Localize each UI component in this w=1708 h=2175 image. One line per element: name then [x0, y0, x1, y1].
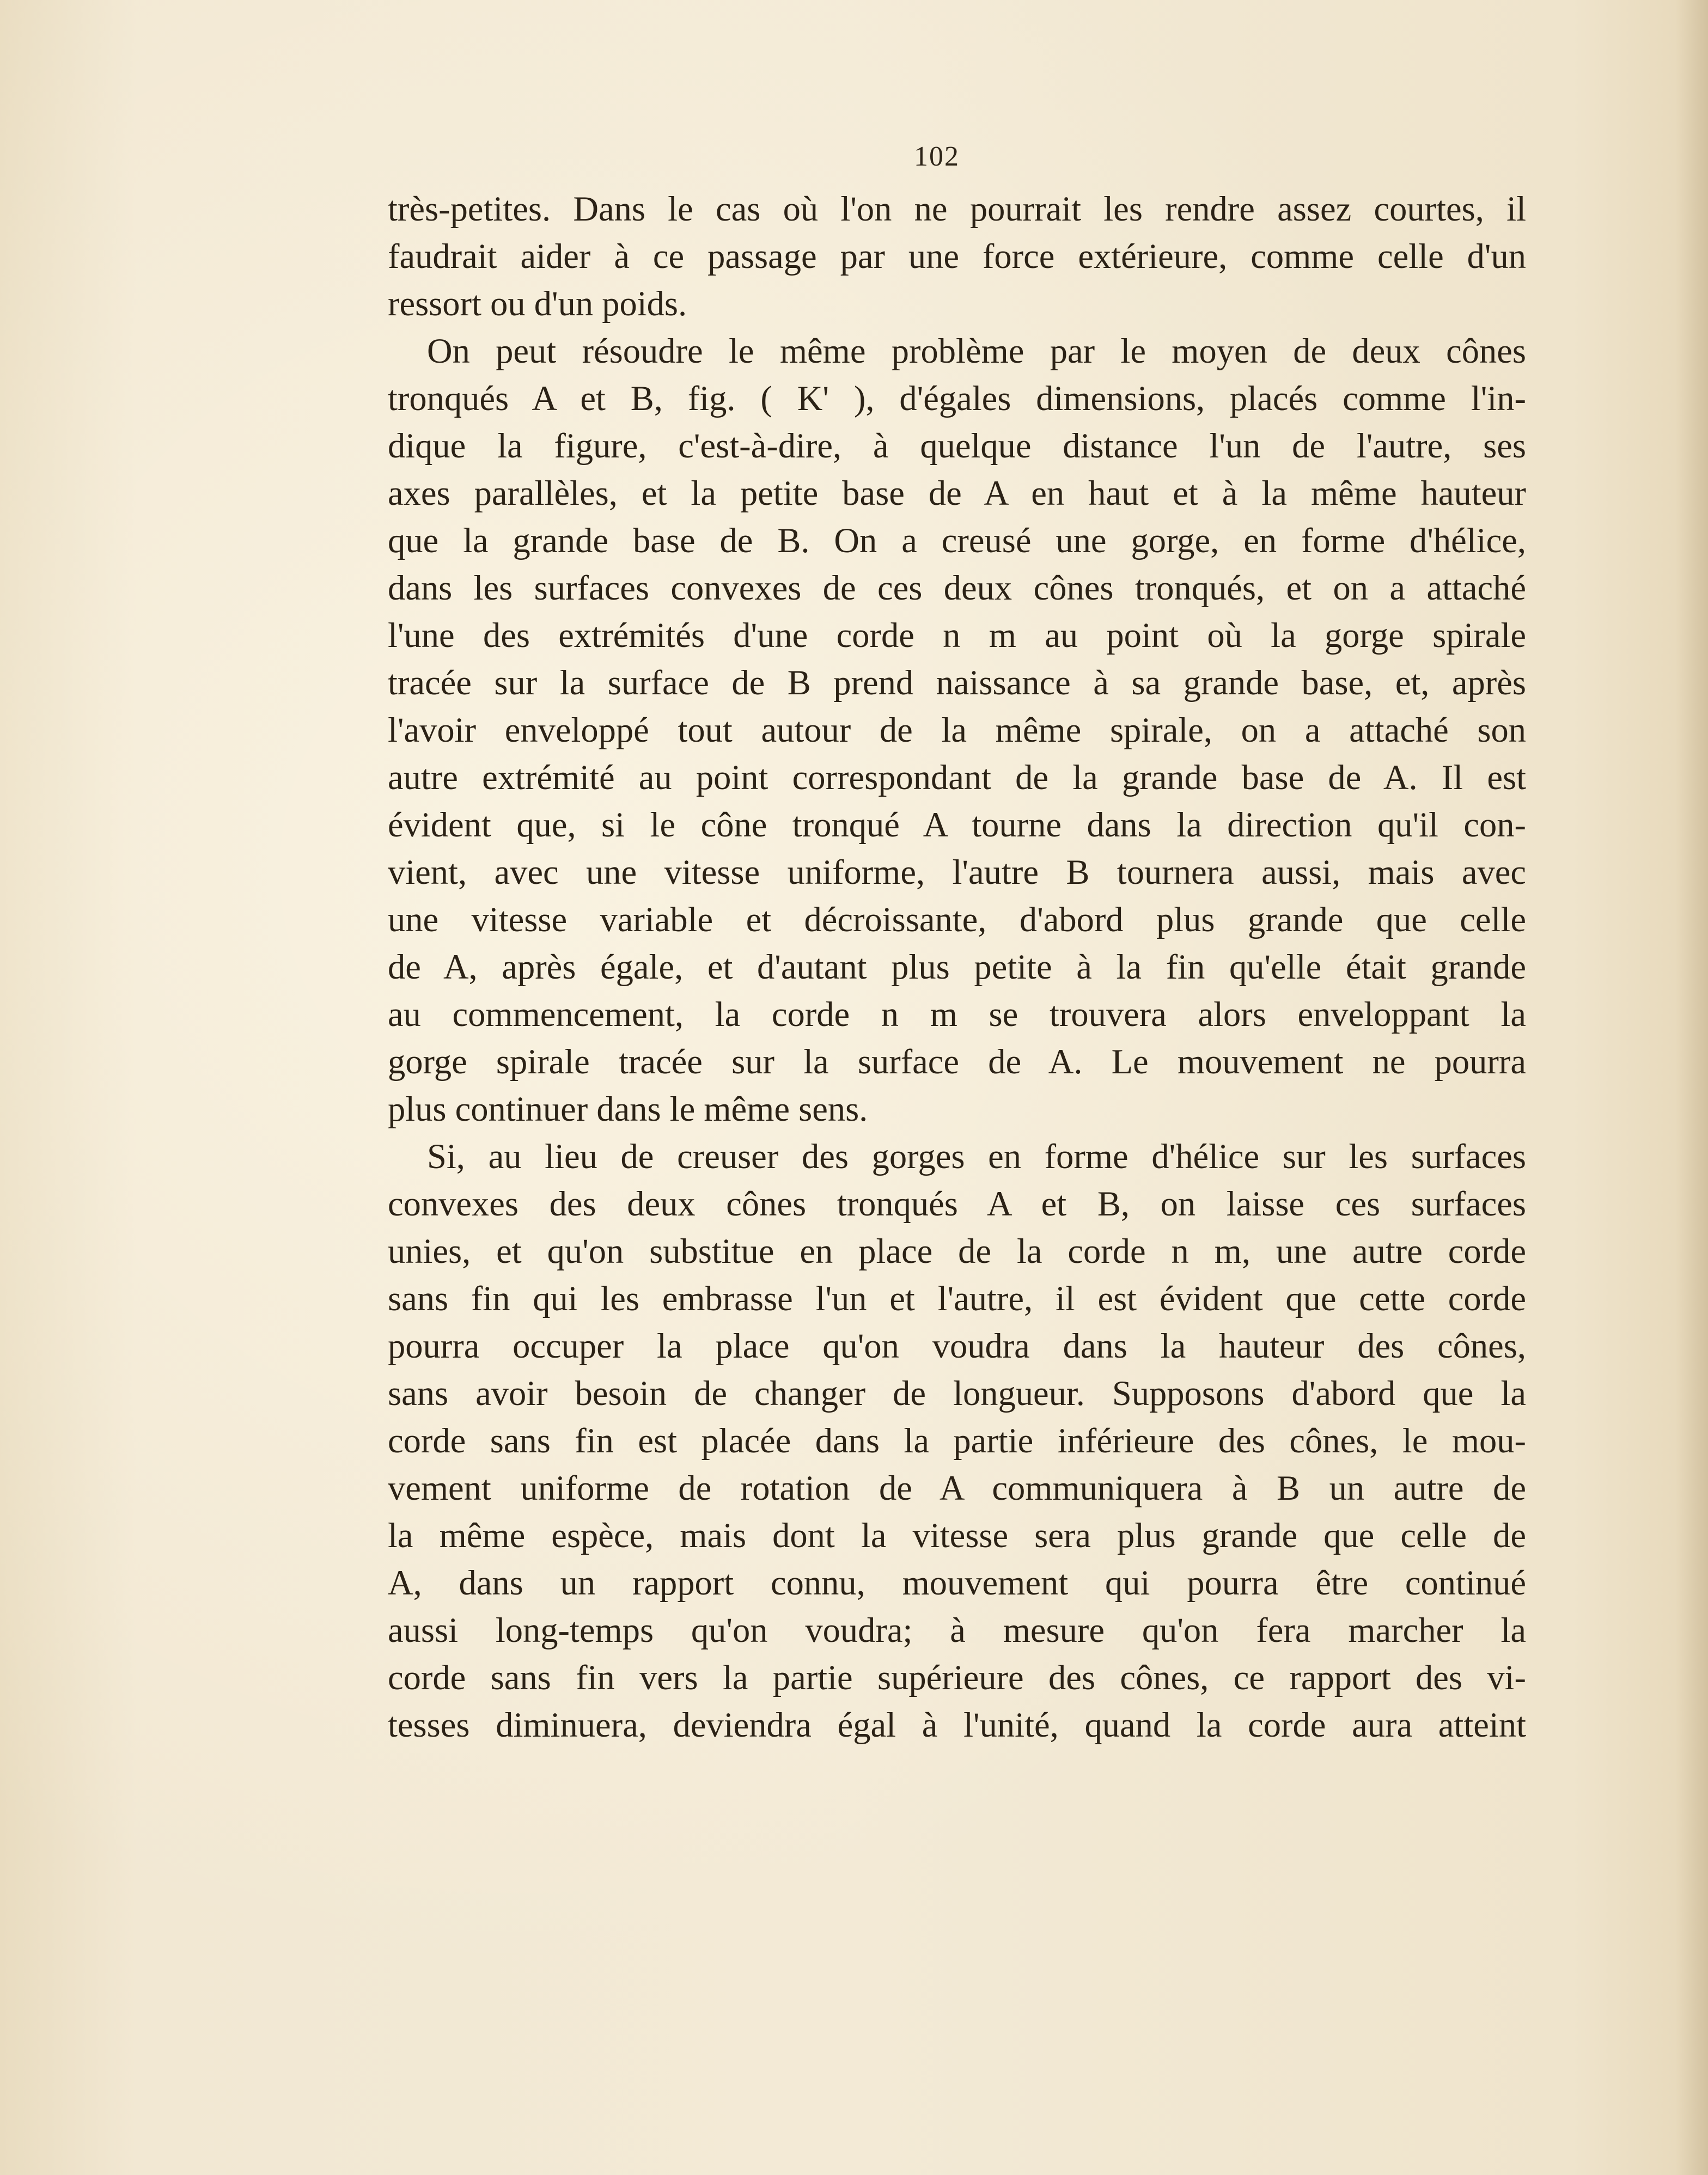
- text-line: tracée sur la surface de B prend naissance à sa grande base, et, après: [388, 663, 1526, 702]
- text-line: l'avoir enveloppé tout autour de la même spirale, on a attaché son: [388, 711, 1526, 749]
- text-line: au commencement, la corde n m se trouvera alors enveloppant la: [388, 995, 1526, 1034]
- text-line: sans fin qui les embrasse l'un et l'autre, il est évident que cette corde: [388, 1279, 1526, 1318]
- text-line: axes parallèles, et la petite base de A en haut et à la même hauteur: [388, 474, 1526, 512]
- text-line: unies, et qu'on substitue en place de la corde n m, une autre corde: [388, 1232, 1526, 1270]
- text-line: corde sans fin vers la partie supérieure des cônes, ce rapport des vi-: [388, 1658, 1526, 1697]
- text-line: très-petites. Dans le cas où l'on ne pourrait les rendre assez courtes, il: [388, 190, 1526, 228]
- text-line: Si, au lieu de creuser des gorges en forme d'hélice sur les surfaces: [427, 1137, 1526, 1176]
- text-line: vement uniforme de rotation de A communiquera à B un autre de: [388, 1469, 1526, 1507]
- text-line: vient, avec une vitesse uniforme, l'autre B tournera aussi, mais avec: [388, 853, 1526, 891]
- text-line: une vitesse variable et décroissante, d'abord plus grande que celle: [388, 900, 1526, 939]
- text-line: tronqués A et B, fig. ( K' ), d'égales dimensions, placés comme l'in-: [388, 379, 1526, 418]
- text-line: tesses diminuera, deviendra égal à l'unité, quand la corde aura atteint: [388, 1706, 1526, 1744]
- text-line: pourra occuper la place qu'on voudra dans la hauteur des cônes,: [388, 1327, 1526, 1365]
- page-number: 102: [914, 141, 960, 172]
- text-line: plus continuer dans le même sens.: [388, 1090, 868, 1128]
- text-line: A, dans un rapport connu, mouvement qui pourra être continué: [388, 1563, 1526, 1602]
- text-line: la même espèce, mais dont la vitesse sera plus grande que celle de: [388, 1516, 1526, 1555]
- text-line: autre extrémité au point correspondant de la grande base de A. Il est: [388, 758, 1526, 797]
- text-line: ressort ou d'un poids.: [388, 284, 687, 323]
- text-line: gorge spirale tracée sur la surface de A. Le mouvement ne pourra: [388, 1042, 1526, 1081]
- text-line: sans avoir besoin de changer de longueur. Supposons d'abord que la: [388, 1374, 1526, 1413]
- text-line: On peut résoudre le même problème par le moyen de deux cônes: [427, 332, 1526, 370]
- text-line: l'une des extrémités d'une corde n m au point où la gorge spirale: [388, 616, 1526, 655]
- text-line: de A, après égale, et d'autant plus petite à la fin qu'elle était grande: [388, 948, 1526, 986]
- paragraph: [388, 327, 1526, 1133]
- text-line: évident que, si le cône tronqué A tourne dans la direction qu'il con-: [388, 805, 1526, 844]
- body-text: [388, 185, 1526, 1749]
- paragraph: [388, 1133, 1526, 1749]
- text-line: faudrait aider à ce passage par une force extérieure, comme celle d'un: [388, 237, 1526, 276]
- text-line: que la grande base de B. On a creusé une gorge, en forme d'hélice,: [388, 521, 1526, 560]
- page-edge-shadow: [1675, 0, 1708, 2175]
- text-line: dique la figure, c'est-à-dire, à quelque distance l'un de l'autre, ses: [388, 426, 1526, 465]
- paragraph: [388, 185, 1526, 327]
- text-line: aussi long-temps qu'on voudra; à mesure qu'on fera marcher la: [388, 1611, 1526, 1649]
- text-line: dans les surfaces convexes de ces deux cônes tronqués, et on a attaché: [388, 569, 1526, 607]
- text-line: convexes des deux cônes tronqués A et B, on laisse ces surfaces: [388, 1184, 1526, 1223]
- text-line: corde sans fin est placée dans la partie inférieure des cônes, le mou-: [388, 1421, 1526, 1460]
